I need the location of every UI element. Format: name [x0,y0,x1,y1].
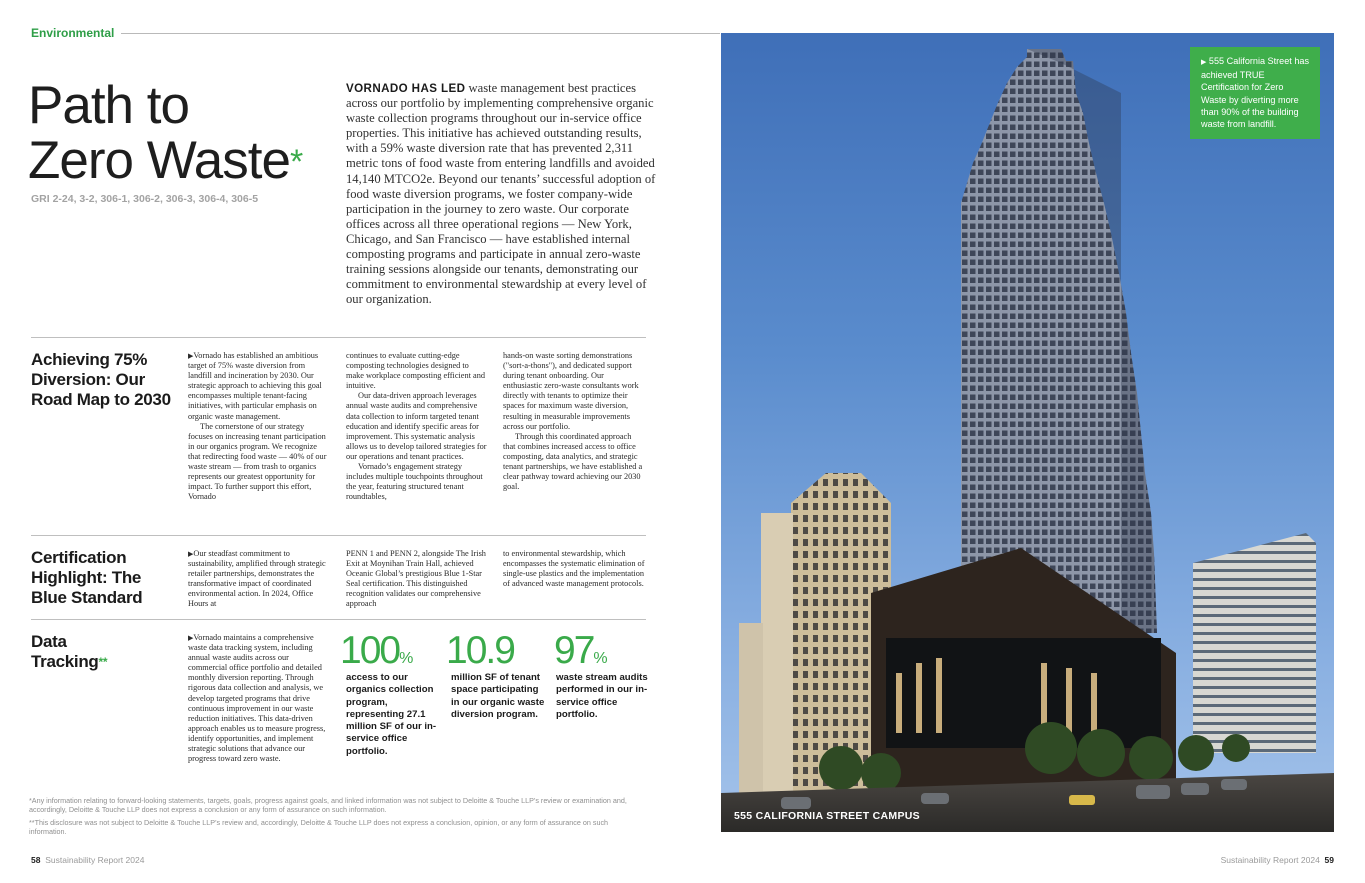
certification-col1-text: Our steadfast commitment to sustainability, amplified through strategic retailer partnerships, demonstrates the transformative impact of coordinated environmental action. In 2024, Office Hours at [188,549,326,609]
intro-body: waste management best practices across our portfolio by implementing comprehensive organic waste collection programs throughout our in-service office properties. This initiative has achieved outstanding results, with a 59% waste diversion rate that has prevented 2,311 metric tons of food waste from entering landfills and avoided 14,140 MTCO2e. Beyond our tenants’ successful adoption of food waste diversion programs, we foster company-wide participation in the journey to zero waste. Our corporate offices across all three operational regions — New York, Chicago, and San Francisco — have established internal composting programs and participate in annual zero-waste training sessions alongside our tenants, demonstrating our commitment to environmental stewardship at every level of our organization. [346,81,656,307]
stat-unit: % [399,650,414,667]
certification-col3-text: to environmental stewardship, which encompasses the systematic elimination of single-use plastics and the implementation of advanced waste management protocols. [503,549,645,589]
tracking-heading-line-1: Data [31,632,67,651]
right-report-title: Sustainability Report 2024 [1220,855,1320,865]
page-title [28,78,302,188]
diversion-column-3 [503,351,645,492]
right-folio [1221,855,1334,865]
diversion-col1-para1: Vornado has established an ambitious target of 75% waste diversion from landfill and incineration by 2030. Our strategic approach to achieving this goal encompasses multiple tenant-facing initiatives, with particular emphasis on organic waste management. [188,351,322,421]
stat-number: 10.9 [446,629,514,672]
diversion-col3-para1: hands-on waste sorting demonstrations ("sort-a-thons"), and dedicated support during tenant onboarding. Our enthusiastic zero-waste consultants work directly with tenants to optimize their spaces for maximum waste diversion, resulting in measurable improvements across our portfolio. [503,351,639,431]
left-folio [31,855,144,865]
certification-column-3 [503,549,645,589]
header-rule [121,33,720,34]
stat-number: 100 [340,629,400,672]
section-label: Environmental [31,26,115,40]
right-page-number: 59 [1324,855,1334,865]
triangle-bullet-icon: ▶ [188,634,194,642]
triangle-bullet-icon: ▶ [1201,59,1207,66]
callout-box [1190,47,1320,139]
stat-number: 97 [554,629,594,672]
diversion-column-2 [346,351,488,502]
stat-description-tenant-space: million SF of tenant space participating in our organic waste diversion program. [451,672,545,720]
title-line-1: Path to [28,76,189,135]
left-page-number: 58 [31,855,41,865]
tracking-col1-text: Vornado maintains a comprehensive waste data tracking system, including annual waste audits across our commercial office portfolio and detailed monthly diversion reporting. Through rigorous data collection and analysis, we develop targeted programs that drive continuous improvement in our waste reduction initiatives. This data-driven approach enables us to measure progress, identify opportunities, and implement strategic solutions that advance our progress toward zero waste. [188,633,326,764]
triangle-bullet-icon: ▶ [188,550,194,558]
left-report-title: Sustainability Report 2024 [45,855,145,865]
diversion-column-1 [188,351,330,502]
diversion-col2-para3: Vornado’s engagement strategy includes multiple touchpoints throughout the year, featuring structured tenant roundtables, [346,462,483,502]
diversion-col2-para2: Our data-driven approach leverages annual waste audits and comprehensive data collection to inform targeted tenant education and identify specific areas for improvement. This systematic analysis allows us to develop tailored strategies for our operations and tenant practices. [346,391,487,461]
diversion-col1-para2: The cornerstone of our strategy focuses on increasing tenant participation in our organics program. We recognize that redirecting food waste — 40% of our waste stream — from trash to organics represents our greatest opportunity for impact. To further support this effort, Vornado [188,421,327,502]
gri-references: GRI 2-24, 3-2, 306-1, 306-2, 306-3, 306-4, 306-5 [31,193,259,205]
callout-text: 555 California Street has achieved TRUE Certification for Zero Waste by diverting more than 90% of the building waste from landfill. [1201,56,1310,130]
section-heading-diversion: Achieving 75% Diversion: Our Road Map to 2030 [31,350,171,409]
section-heading-data-tracking [31,632,171,672]
diversion-col2-para1: continues to evaluate cutting-edge composting technologies designed to make workplace composting efficient and intuitive. [346,351,486,391]
tracking-heading-line-2: Tracking [31,652,99,671]
triangle-bullet-icon: ▶ [188,352,194,360]
stat-description-organics-access: access to our organics collection program, representing 27.1 million SF of our in-service office portfolio. [346,672,437,757]
certification-col2-text: PENN 1 and PENN 2, alongside The Irish Exit at Moynihan Train Hall, achieved Oceanic Global’s prestigious Blue 1-Star Seal certification. This distinguished recognition validates our comprehensive approach [346,549,486,609]
intro-paragraph [346,81,656,307]
section-divider [31,619,646,620]
diversion-col3-para2: Through this coordinated approach that combines increased access to office composting, data analytics, and strategic tenant partnerships, we have established a clear pathway toward achieving our 2030 goal. [503,431,643,492]
footnote-not-reviewed: **This disclosure was not subject to Deloitte & Touche LLP’s review and, accordingly, Deloitte & Touche LLP does not express a conclusion, opinion, or any form of assurance on such information. [29,818,609,836]
title-asterisk: * [289,143,303,181]
building-illustration [721,33,1334,832]
footnote-forward-looking: *Any information relating to forward-looking statements, targets, goals, progress against goals, and linked information was not subject to Deloitte & Touche LLP’s review or examination and, accordingly, Deloitte & Touche LLP does not express a conclusion or any form of assurance on such information. [29,796,627,814]
photo-caption: 555 CALIFORNIA STREET CAMPUS [734,810,920,822]
certification-column-1 [188,549,330,610]
stat-unit: % [593,650,608,667]
stat-description-waste-audits: waste stream audits performed in our in-service office portfolio. [556,672,648,720]
section-divider [31,535,646,536]
intro-lead-in: VORNADO HAS LED [346,82,466,95]
tracking-column-1 [188,633,328,764]
certification-column-2 [346,549,488,610]
section-divider [31,337,646,338]
building-photo [721,33,1334,832]
title-line-2: Zero Waste [28,131,290,190]
section-heading-certification: Certification Highlight: The Blue Standard [31,548,143,607]
tracking-asterisks: ** [98,655,108,669]
